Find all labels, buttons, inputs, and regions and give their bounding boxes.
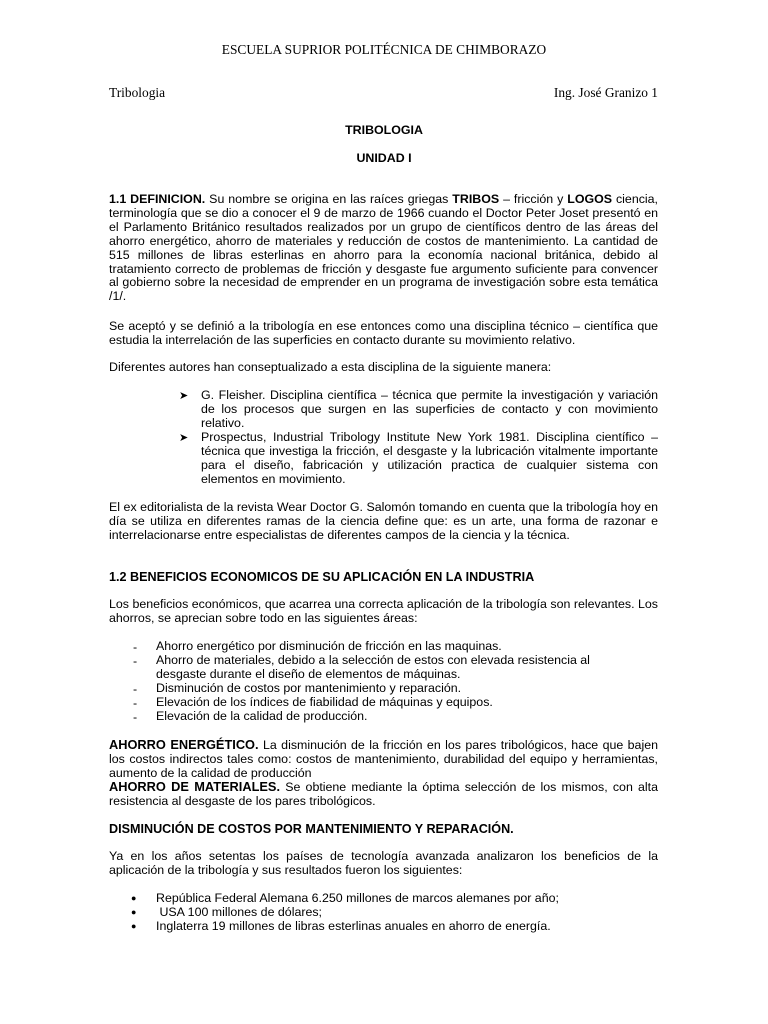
energy-saving-text: La disminución de la fricción en los pares tribológicos, hace que bajen los costos indirectos tales como: costos de mantenimiento, durabilidad del equipo y herramientas, aumento de la calidad de producción: [109, 738, 658, 780]
course-name: Tribologia: [109, 85, 166, 100]
dash-bullet: -: [133, 654, 138, 668]
dash-bullet: -: [133, 710, 138, 724]
definition-text-a: Su nombre se origina en las raíces griegas: [205, 192, 453, 206]
unit-title: UNIDAD I: [356, 151, 412, 165]
salomon-paragraph: El ex editorialista de la revista Wear Doctor G. Salomón tomando en cuenta que la tribología hoy en día se utiliza en diferentes ramas de la ciencia define que: es un arte, una forma de razonar e interrelacionarse entre especialistas de diferentes campos de la ciencia y la técnica.: [109, 500, 658, 542]
definition-heading: 1.1 DEFINICION.: [109, 192, 206, 206]
country-saving-item: USA 100 millones de dólares;: [156, 905, 322, 919]
dash-bullet: -: [133, 682, 138, 696]
benefit-item: Elevación de los índices de fiabilidad de máquinas y equipos.: [156, 695, 493, 709]
institution-header: ESCUELA SUPRIOR POLITÉCNICA DE CHIMBORAZO: [221, 42, 547, 57]
definition-text-b: – fricción y: [499, 192, 568, 206]
benefit-item: Ahorro de materiales, debido a la selección de estos con elevada resistencia al desgaste durante el diseño de elementos de máquinas.: [156, 653, 590, 681]
benefit-item: Ahorro energético por disminución de fricción en las maquinas.: [156, 639, 502, 653]
author-page-number: Ing. José Granizo 1: [553, 85, 658, 100]
material-saving-paragraph: [109, 780, 658, 809]
accepted-definition-paragraph: Se aceptó y se definió a la tribología en ese entonces como una disciplina técnico – científica que estudia la interrelación de las superficies en contacto durante su movimiento relativo.: [109, 319, 658, 347]
country-saving-item: Inglaterra 19 millones de libras esterlinas anuales en ahorro de energía.: [156, 919, 551, 933]
dot-bullet: ●: [131, 921, 137, 931]
authors-intro-paragraph: Diferentes autores han conseptualizado a esta disciplina de la siguiente manera:: [109, 360, 552, 374]
dash-bullet: -: [133, 696, 138, 710]
dot-bullet: ●: [131, 893, 137, 903]
benefit-item: Elevación de la calidad de producción.: [156, 709, 368, 723]
definition-text-c: ciencia, terminología que se dio a conocer el 9 de marzo de 1966 cuando el Doctor Peter Joset presentó en el Parlamento Británico resultados realizados por un grupo de científicos dentro de las áreas del ahorro energético, ahorro de materiales y reducción de costos de mantenimiento. La cantidad de 515 millones de libras esterlinas en ahorro para la economía nacional británica, debido al tratamiento correcto de problemas de fricción y desgaste fue argumento suficiente para convencer al gobierno sobre la necesidad de emprender en un programa de investigación sobre esta temática /1/.: [109, 192, 659, 304]
dot-bullet: ●: [131, 907, 137, 917]
definition-paragraph: [109, 193, 658, 304]
energy-saving-paragraph: [109, 738, 658, 781]
author-definition-item: Prospectus, Industrial Tribology Institute New York 1981. Disciplina científico – técnica que investiga la fricción, el desgaste y la lubricación vitalmente importante para el diseño, fabricación y utilización practica de cualquier sistema con elementos en movimiento.: [201, 430, 658, 486]
material-saving-heading: AHORRO DE MATERIALES.: [109, 779, 281, 794]
term-tribos: TRIBOS: [452, 192, 500, 206]
seventies-paragraph: Ya en los años setentas los países de tecnología avanzada analizaron los beneficios de la aplicación de la tribología y sus resultados fueron los siguientes:: [109, 849, 658, 877]
benefits-intro-paragraph: Los beneficios económicos, que acarrea una correcta aplicación de la tribología son relevantes. Los ahorros, se aprecian sobre todo en las siguientes áreas:: [109, 597, 658, 625]
benefit-item: Disminución de costos por mantenimiento y reparación.: [156, 681, 462, 695]
arrow-bullet-icon: ➤: [179, 432, 189, 444]
energy-saving-heading: AHORRO ENERGÉTICO.: [109, 737, 259, 752]
maintenance-costs-heading: DISMINUCIÓN DE COSTOS POR MANTENIMIENTO Y REPARACIÓN.: [109, 822, 514, 836]
arrow-bullet-icon: ➤: [179, 390, 189, 402]
country-saving-item: República Federal Alemana 6.250 millones de marcos alemanes por año;: [156, 891, 559, 905]
term-logos: LOGOS: [567, 192, 613, 206]
main-title: TRIBOLOGIA: [345, 123, 423, 137]
section-1-2-heading: 1.2 BENEFICIOS ECONOMICOS DE SU APLICACIÓN EN LA INDUSTRIA: [109, 570, 535, 584]
author-definition-item: G. Fleisher. Disciplina científica – técnica que permite la investigación y variación de los procesos que surgen en las superficies de contacto y con movimiento relativo.: [201, 388, 658, 430]
material-saving-text: Se obtiene mediante la óptima selección de los mismos, con alta resistencia al desgaste de los pares tribológicos.: [109, 780, 658, 808]
dash-bullet: -: [133, 640, 138, 654]
